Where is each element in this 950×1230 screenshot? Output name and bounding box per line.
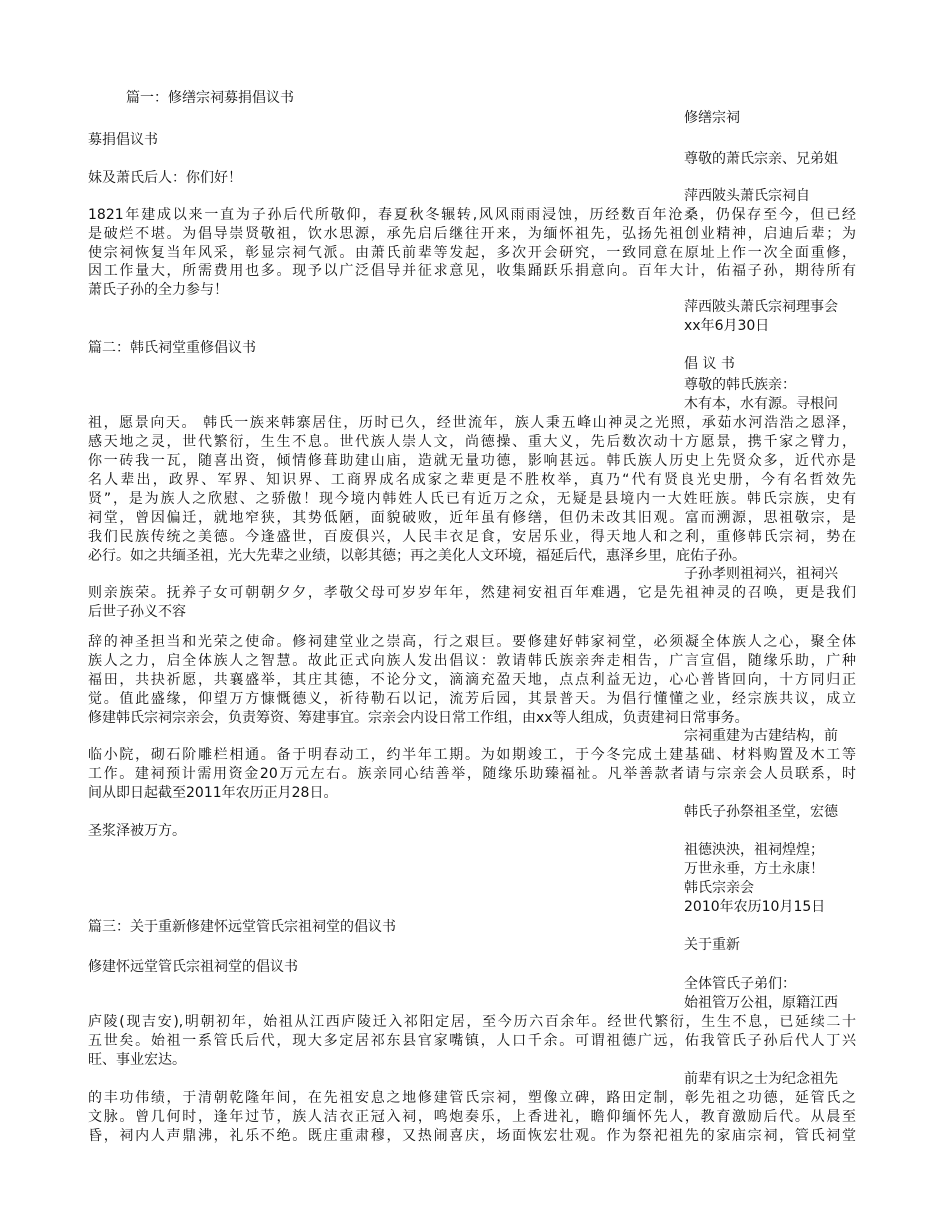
- text-line: 辞的神圣担当和光荣之使命。修祠建堂业之崇高，行之艰巨。要修建好韩家祠堂，必须凝全体族人之心，聚全体: [88, 634, 856, 650]
- text-line: 尊敬的韩氏族亲：: [684, 377, 796, 393]
- text-line: 修建韩氏宗祠宗亲会，负责筹资、筹建事宜。宗亲会内设日常工作组，由xx等人组成，负责建祠日常事务。: [88, 710, 749, 726]
- text-line: 觉。值此盛缘，仰望万方慷慨德义，祈待勒石以记，流芳后园，其景普天。为倡行懂懂之业，经宗族共议，成立: [88, 691, 856, 707]
- text-line: 萧氏子孙的全力参与！: [88, 282, 228, 298]
- text-line: 工作。建祠预计需用资金20万元左右。族亲同心结善举，随缘乐助臻福祉。凡举善款者请与宗亲会人员联系，时: [88, 766, 856, 782]
- text-line: 的丰功伟绩，于清朝乾隆年间，在先祖安息之地修建管氏宗祠，塑像立碑，路田定制，彰先祖之功德，延管氏之: [88, 1090, 856, 1106]
- text-line: 五世矣。始祖一系管氏后代，现大多定居祁东县官家嘴镇，人口千余。可谓祖德广远，佑我管氏子孙后代人丁兴: [88, 1033, 856, 1049]
- text-line: 间从即日起截至2011年农历正月28日。: [88, 785, 338, 801]
- text-line: 韩氏宗亲会: [684, 880, 754, 896]
- text-line: 始祖管万公祖，原籍江西: [684, 995, 838, 1011]
- text-line: 篇一：修缮宗祠募捐倡议书: [126, 90, 294, 106]
- text-line: xx年6月30日: [684, 318, 770, 334]
- text-line: 旺、事业宏达。: [88, 1052, 186, 1068]
- text-line: 祖德泱泱，祖祠煌煌；: [684, 842, 824, 858]
- text-line: 福田，共抉祈愿，共襄盛举，其庄其德，不论分文，滴滴充盈天地，点点利益无边，心心普皆回向，十方同归正: [88, 672, 856, 688]
- text-line: 前辈有识之士为纪念祖先: [684, 1071, 838, 1087]
- text-line: 关于重新: [684, 937, 740, 953]
- text-line: 篇二：韩氏祠堂重修倡议书: [88, 340, 256, 356]
- text-line: 萍西陂头萧氏宗祠理事会: [684, 299, 838, 315]
- text-line: 木有本，水有源。寻根问: [684, 396, 838, 412]
- text-line: 子孙孝则祖祠兴，祖祠兴: [684, 566, 838, 582]
- text-line: 圣浆泽被万方。: [88, 823, 186, 839]
- text-line: 贤”，是为族人之欣慰、之骄傲！现今境内韩姓人氏已有近万之众，无疑是县境内一大姓旺族。韩氏宗族，史有: [88, 491, 856, 507]
- text-line: 万世永垂，方土永康！: [684, 861, 824, 877]
- text-line: 我们民族传统之美德。今逢盛世，百废俱兴，人民丰衣足食，安居乐业，得天地人和之利，重修韩氏宗祠，势在: [88, 529, 856, 545]
- text-line: 2010年农历10月15日: [684, 899, 826, 915]
- text-line: 名人辈出，政界、军界、知识界、工商界成名成家之辈更是不胜枚举，真乃“代有贤良光史册，今有名哲效先: [88, 472, 856, 488]
- text-line: 必行。如之共缅圣祖，光大先辈之业绩，以彰其德；再之美化人文环境，福延后代，惠泽乡里，庇佑子孙。: [88, 548, 746, 564]
- text-line: 韩氏子孙祭祖圣堂，宏德: [684, 804, 838, 820]
- text-line: 因工作量大，所需费用也多。现予以广泛倡导并征求意见，收集踊跃乐捐意向。百年大计，佑福子孙，期待所有: [88, 263, 856, 279]
- text-line: 族人之力，启全体族人之智慧。故此正式向族人发出倡议：敦请韩氏族亲奔走相告，广言宣倡，随缘乐助，广种: [88, 653, 856, 669]
- text-line: 募捐倡议书: [88, 132, 158, 148]
- text-line: 则亲族荣。抚养子女可朝朝夕夕，孝敬父母可岁岁年年，然建祠安祖百年难遇，它是先祖神灵的召唤，更是我们: [88, 585, 856, 601]
- text-line: 使宗祠恢复当年风采，彰显宗祠气派。由萧氏前辈等发起，多次开会研究，一致同意在原址上作一次全面重修，: [88, 245, 856, 261]
- text-line: 祠堂，曾因偏迁，就地窄狭，其势低陋，面貌破败，近年虽有修缮，但仍未改其旧观。富而溯源，思祖敬宗，是: [88, 510, 856, 526]
- text-line: 感天地之灵，世代繁衍，生生不息。世代族人崇人文，尚德操、重大义，先后数次动十方愿景，携千家之臂力，: [88, 434, 856, 450]
- text-line: 后世子孙义不容: [88, 604, 186, 620]
- text-line: 临小院，砌石阶雕栏相通。备于明春动工，约半年工期。为如期竣工，于今冬完成土建基础、材料购置及木工等: [88, 747, 856, 763]
- text-line: 篇三：关于重新修建怀远堂管氏宗祖祠堂的倡议书: [88, 919, 396, 935]
- text-line: 庐陵(现吉安),明朝初年，始祖从江西庐陵迁入祁阳定居，至今历六百余年。经世代繁衍，生生不息，已延续二十: [88, 1014, 856, 1030]
- text-line: 宗祠重建为古建结构，前: [684, 728, 838, 744]
- text-line: 尊敬的萧氏宗亲、兄弟姐: [684, 151, 838, 167]
- text-line: 文脉。曾几何时，逢年过节，族人洁衣正冠入祠，鸣炮奏乐，上香进礼，瞻仰缅怀先人，教育激励后代。从晨至: [88, 1109, 856, 1125]
- text-line: 是破烂不堪。为倡导崇贤敬祖，饮水思源，承先启后继往开来，为缅怀祖先，弘扬先祖创业精神，启迪后辈；为: [88, 226, 856, 242]
- text-line: 你一砖我一瓦，随喜出资，倾情修葺助建山庙，造就无量功德，影响甚远。韩氏族人历史上先贤众多，近代亦是: [88, 453, 856, 469]
- text-line: 萍西陂头萧氏宗祠自: [684, 188, 810, 204]
- text-line: 祖，愿景向天。 韩氏一族来韩寨居住，历时已久，经世流年，族人秉五峰山神灵之光照，承茹水河浩浩之恩泽，: [88, 415, 856, 431]
- text-line: 倡 议 书: [684, 356, 735, 372]
- text-line: 妹及萧氏后人：你们好！: [88, 170, 242, 186]
- text-line: 修建怀远堂管氏宗祖祠堂的倡议书: [88, 959, 298, 975]
- text-line: 昏，祠内人声鼎沸，礼乐不绝。既庄重肃穆，又热闹喜庆，场面恢宏壮观。作为祭祀祖先的家庙宗祠，管氏祠堂: [88, 1128, 856, 1144]
- text-line: 修缮宗祠: [684, 110, 740, 126]
- text-line: 1821年建成以来一直为子孙后代所敬仰，春夏秋冬辗转,风风雨雨浸蚀，历经数百年沧桑，仍保存至今，但已经: [88, 207, 856, 223]
- text-line: 全体管氏子弟们：: [684, 976, 796, 992]
